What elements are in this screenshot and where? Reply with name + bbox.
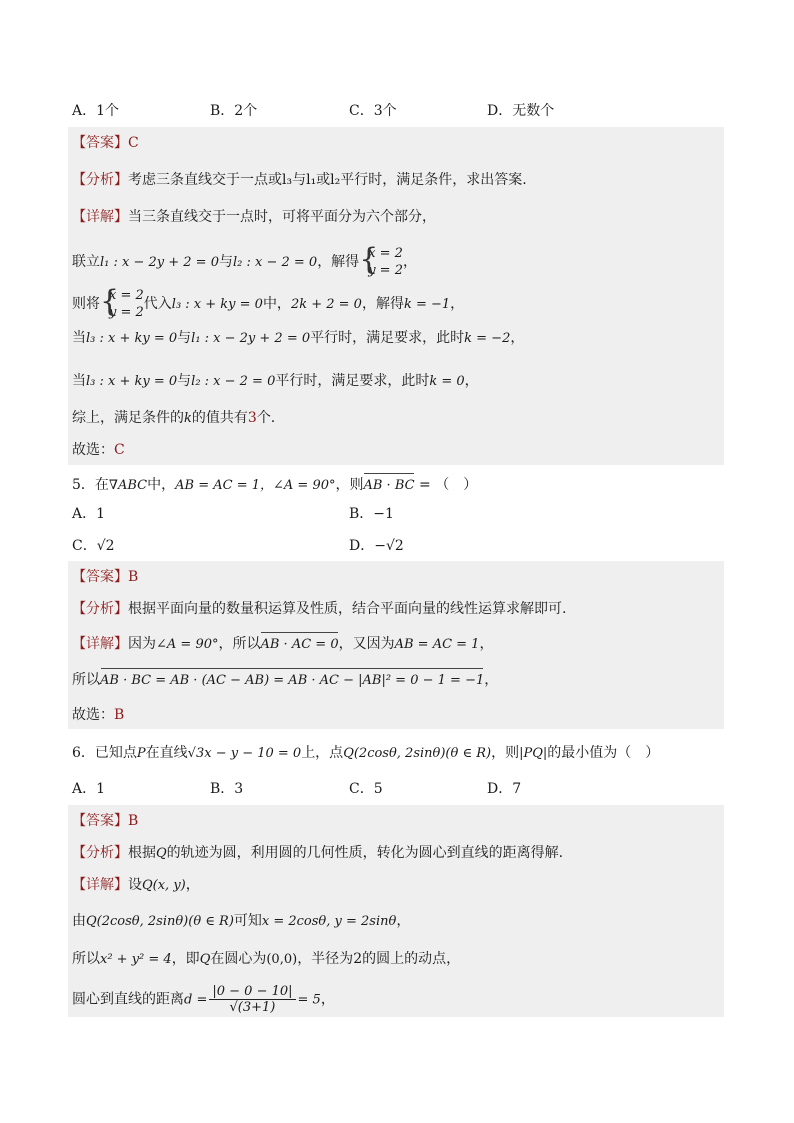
- answer-value: C: [128, 135, 139, 151]
- text: 的值共有: [191, 410, 248, 426]
- text: 的圆上的动点，: [362, 951, 461, 967]
- eq: ∇ABC: [108, 478, 148, 493]
- fraction: [209, 984, 295, 1015]
- q6-option-c: C．5: [349, 781, 383, 797]
- eq-l2: l₂ : x − 2 = 0: [232, 255, 318, 270]
- detail-text: 当三条直线交于一点时，可将平面分为六个部分，: [128, 209, 436, 225]
- q4-option-b: B．2个: [210, 103, 258, 119]
- q6-option-d: D．7: [487, 781, 522, 797]
- analysis-text: 根据平面向量的数量积运算及性质，结合平面向量的线性运算求解即可.: [128, 601, 567, 617]
- equation-system: [359, 242, 403, 279]
- eq: = 5: [297, 992, 321, 1008]
- text: ，: [450, 296, 465, 312]
- answer-value: B: [128, 813, 139, 829]
- sys-row: y = 2: [109, 305, 144, 320]
- text: 当: [72, 330, 86, 346]
- text: 故选：: [72, 707, 114, 723]
- eq: √3x − y − 10 = 0: [187, 746, 302, 761]
- text: 平行时，满足要求，此时: [275, 373, 430, 389]
- eq: Q(2cosθ, 2sinθ)(θ ∈ R): [343, 746, 492, 761]
- q5-answer: [72, 567, 138, 587]
- text: ，: [484, 672, 499, 688]
- text: 圆心到直线的距离: [72, 991, 184, 1008]
- var-p: P: [136, 746, 146, 761]
- var-q: Q: [156, 846, 167, 861]
- answer-value: B: [128, 569, 139, 585]
- q6-detail-line-4: [72, 984, 335, 1015]
- text: 与: [218, 254, 233, 270]
- eq: (0,0): [266, 952, 298, 967]
- text: 所以: [72, 672, 100, 688]
- q4-choose: [72, 440, 125, 460]
- eq: Q(x, y): [142, 878, 186, 893]
- text: 当: [72, 373, 86, 389]
- text: ，: [510, 330, 525, 346]
- text: 在圆心为: [210, 951, 267, 967]
- q6-analysis: [72, 843, 563, 864]
- text: ，半径为: [297, 951, 354, 967]
- q4-option-d: D．无数个: [487, 103, 555, 119]
- text: 的最小值为（ ）: [547, 745, 660, 761]
- detail-tag: 【详解】: [72, 636, 128, 652]
- eq: k = −1: [403, 297, 451, 312]
- analysis-text: 考虑三条直线交于一点或l₃与l₁或l₂平行时，满足条件，求出答案.: [128, 172, 527, 188]
- text: 故选：: [72, 442, 114, 458]
- eq: ∠A = 90°: [156, 637, 219, 652]
- text: 综上，满足条件的: [72, 410, 184, 426]
- text: 可知: [233, 913, 262, 929]
- q4-option-c: C．3个: [349, 103, 397, 119]
- text: 代入: [143, 296, 172, 312]
- eq: |PQ|: [519, 746, 548, 761]
- q6-answer: [72, 811, 138, 831]
- vector-expr: AB · BC = AB · (AC − AB) = AB · AC − |AB|² = 0 − 1 = −1: [100, 667, 484, 691]
- vector-expr: AB · BC: [363, 472, 414, 496]
- eq: l₁ : x − 2y + 2 = 0: [191, 331, 311, 346]
- eq: k = 0: [429, 374, 465, 389]
- eq: x² + y² = 4: [100, 952, 172, 967]
- eq-l1: l₁ : x − 2y + 2 = 0: [100, 255, 219, 270]
- text: ，又因为: [338, 636, 395, 652]
- text: 在直线: [145, 745, 188, 761]
- text: ，: [185, 877, 200, 893]
- sys-row: x = 2: [368, 246, 403, 261]
- q5-option-a: A．1: [72, 506, 106, 522]
- eq-l3: l₃ : x + ky = 0: [171, 297, 263, 312]
- q5-analysis: [72, 599, 566, 619]
- brace-glyph: {: [359, 242, 379, 277]
- detail-tag: 【详解】: [72, 877, 128, 893]
- text: ，解得: [361, 296, 404, 312]
- q4-summary: [72, 408, 275, 429]
- eq: AB = AC = 1，∠A = 90°: [175, 478, 336, 493]
- text: ，所以: [218, 636, 261, 652]
- text: 个.: [256, 410, 276, 426]
- text: 平行时，满足要求，此时: [310, 330, 465, 346]
- equation-system: [100, 284, 144, 321]
- q6-detail-line-2: [72, 911, 410, 932]
- q5-option-c: C．√2: [72, 538, 115, 554]
- q4-analysis: [72, 170, 527, 190]
- var-k: k: [184, 411, 192, 426]
- q6-detail-line-3: [72, 949, 460, 970]
- q4-detail-line-4: [72, 328, 524, 349]
- text: ，: [320, 991, 335, 1008]
- q5-stem: [72, 472, 477, 496]
- text: 则将: [72, 296, 100, 312]
- text: ，即: [171, 951, 200, 967]
- eq: k = −2: [464, 331, 511, 346]
- sys-row: x = 2: [109, 288, 144, 303]
- answer-tag: 【答案】: [72, 569, 128, 585]
- sys-row: y = 2: [368, 263, 403, 278]
- eq: Q(2cosθ, 2sinθ)(θ ∈ R): [86, 914, 234, 929]
- eq: AB = AC = 1: [394, 637, 480, 652]
- q4-answer: [72, 133, 139, 153]
- text: 联立: [72, 254, 100, 270]
- detail-tag: 【详解】: [72, 209, 128, 225]
- text: 与: [177, 373, 192, 389]
- q6-option-b: B．3: [210, 781, 244, 797]
- eq: l₃ : x + ky = 0: [86, 331, 178, 346]
- text: 中，: [147, 477, 176, 493]
- q4-detail-line-1: [72, 207, 436, 227]
- text: ，: [479, 636, 494, 652]
- text: = （ ）: [414, 477, 478, 493]
- text: 所以: [72, 951, 100, 967]
- eq: x = 2cosθ, y = 2sinθ: [261, 914, 397, 929]
- q4-detail-line-3: [72, 284, 465, 321]
- eq: d =: [184, 992, 208, 1008]
- q5-detail-line-2: [72, 667, 498, 691]
- brace-glyph: {: [100, 284, 120, 319]
- radius: 2: [353, 951, 363, 967]
- choose-answer: B: [114, 707, 125, 723]
- text: 上，点: [301, 745, 344, 761]
- text: 由: [72, 913, 86, 929]
- eq: 2k + 2 = 0: [290, 297, 362, 312]
- analysis-tag: 【分析】: [72, 172, 128, 188]
- text: 因为: [128, 636, 156, 652]
- q5-option-d: D．−√2: [349, 538, 404, 554]
- denominator: √(3+1): [229, 1000, 276, 1015]
- text: 根据: [128, 845, 156, 861]
- vector-expr: AB · AC = 0: [260, 631, 338, 655]
- text: 6．已知点: [72, 745, 137, 761]
- q5-option-b: B．−1: [349, 506, 394, 522]
- q4-option-a: A．1个: [72, 103, 120, 119]
- text: ，: [396, 913, 411, 929]
- q4-detail-line-5: [72, 371, 479, 392]
- q5-detail-line-1: [72, 631, 493, 655]
- text: ，则: [491, 745, 520, 761]
- numerator: |0 − 0 − 10|: [209, 984, 295, 1000]
- q5-choose: [72, 705, 124, 725]
- text: ，解得: [317, 254, 360, 270]
- analysis-tag: 【分析】: [72, 601, 128, 617]
- count: 3: [247, 410, 257, 426]
- text: ，: [464, 373, 479, 389]
- eq: l₂ : x − 2 = 0: [191, 374, 276, 389]
- text: 中，: [262, 296, 291, 312]
- answer-tag: 【答案】: [72, 813, 128, 829]
- q6-detail-line-1: [72, 875, 200, 896]
- eq: l₃ : x + ky = 0: [86, 374, 178, 389]
- q6-option-a: A．1: [72, 781, 106, 797]
- var-q: Q: [199, 952, 211, 967]
- text: 的轨迹为圆，利用圆的几何性质，转化为圆心到直线的距离得解.: [166, 845, 564, 861]
- analysis-tag: 【分析】: [72, 845, 128, 861]
- q4-detail-line-2: [72, 242, 417, 279]
- q6-stem: [72, 743, 659, 764]
- text: ，则: [335, 477, 364, 493]
- text: 设: [128, 877, 142, 893]
- text: ，: [402, 254, 417, 270]
- text: 与: [177, 330, 192, 346]
- text: 5．在: [72, 477, 109, 493]
- choose-answer: C: [114, 442, 125, 458]
- answer-tag: 【答案】: [72, 135, 128, 151]
